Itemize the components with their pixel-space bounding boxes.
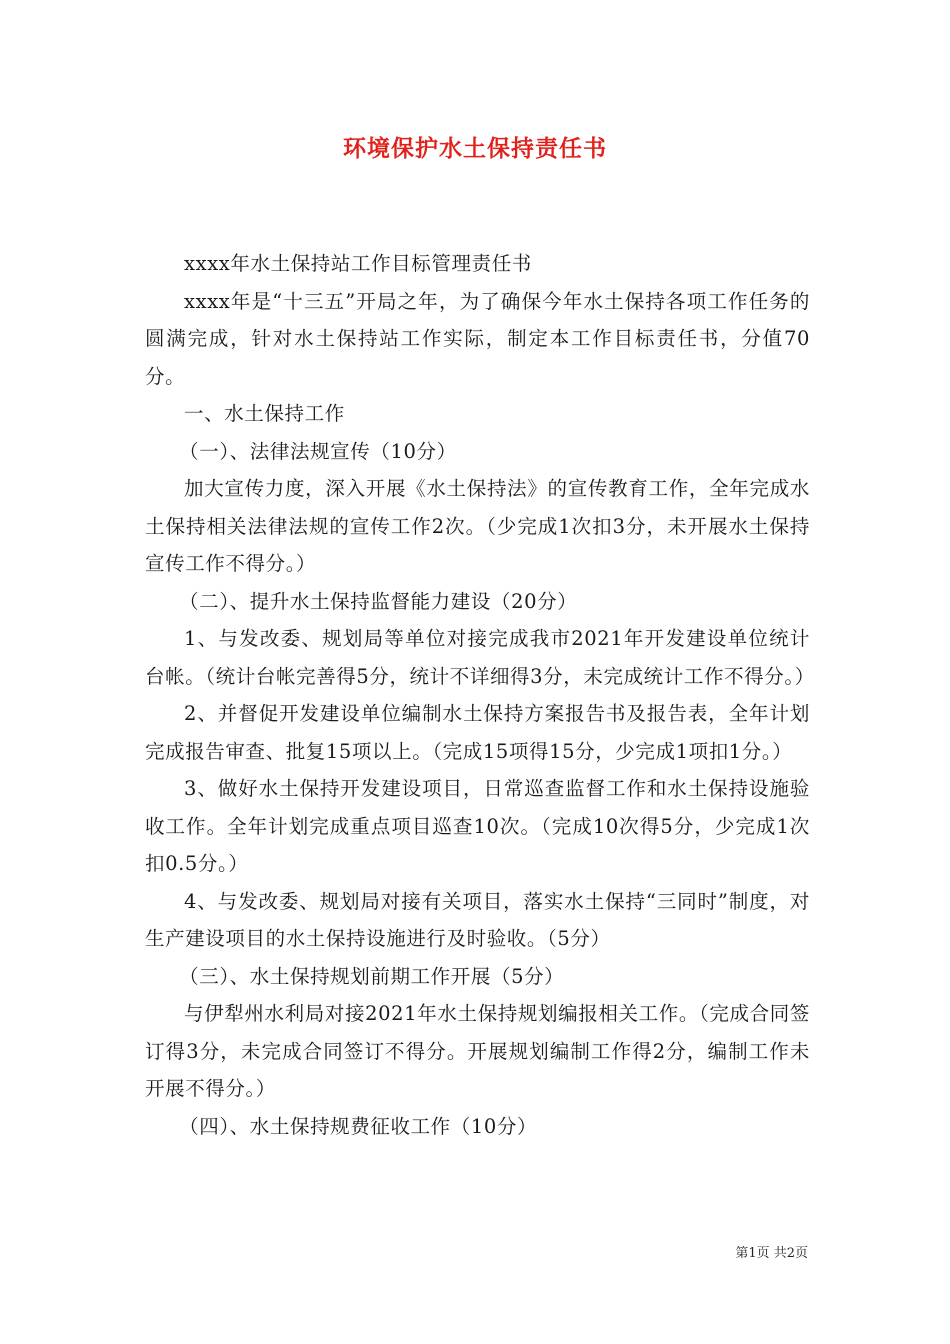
- subsection-heading-3: （三）、水土保持规划前期工作开展（5分）: [179, 964, 565, 988]
- paragraph-item-1: 1、与发改委、规划局等单位对接完成我市2021年开发建设单位统计台帐。（统计台帐完善得5分，统计不详细得3分，未完成统计工作不得分。）: [145, 627, 815, 688]
- page-number-footer: 第1页 共2页: [735, 1246, 808, 1261]
- paragraph-planning: 与伊犁州水利局对接2021年水土保持规划编报相关工作。（完成合同签订得3分，未完成合同签订不得分。开展规划编制工作得2分，编制工作未开展不得分。）: [145, 1002, 810, 1100]
- paragraph-subtitle: xxxx年水土保持站工作目标管理责任书: [184, 252, 532, 275]
- paragraph-item-4: 4、与发改委、规划局对接有关项目，落实水土保持“三同时”制度，对生产建设项目的水土保持设施进行及时验收。（5分）: [145, 889, 810, 950]
- paragraph-publicity: 加大宣传力度，深入开展《水土保持法》的宣传教育工作，全年完成水土保持相关法律法规的宣传工作2次。（少完成1次扣3分，未开展水土保持宣传工作不得分。）: [145, 477, 810, 575]
- document-title: 环境保护水土保持责任书: [343, 135, 607, 162]
- paragraph-intro: xxxx年是“十三五”开局之年，为了确保今年水土保持各项工作任务的圆满完成，针对水土保持站工作实际，制定本工作目标责任书，分值70分。: [145, 289, 810, 388]
- paragraph-item-2: 2、并督促开发建设单位编制水土保持方案报告书及报告表，全年计划完成报告审查、批复15项以上。（完成15项得15分，少完成1项扣1分。）: [145, 702, 810, 763]
- paragraph-item-3: 3、做好水土保持开发建设项目，日常巡查监督工作和水土保持设施验收工作。全年计划完成重点项目巡查10次。（完成10次得5分，少完成1次扣0.5分。）: [145, 777, 810, 875]
- subsection-heading-2: （二）、提升水土保持监督能力建设（20分）: [179, 589, 578, 613]
- subsection-heading-1: （一）、法律法规宣传（10分）: [179, 439, 457, 463]
- subsection-heading-4: （四）、水土保持规费征收工作（10分）: [179, 1114, 538, 1138]
- section-heading-1: 一、水土保持工作: [184, 402, 345, 425]
- document-body: [145, 245, 815, 1145]
